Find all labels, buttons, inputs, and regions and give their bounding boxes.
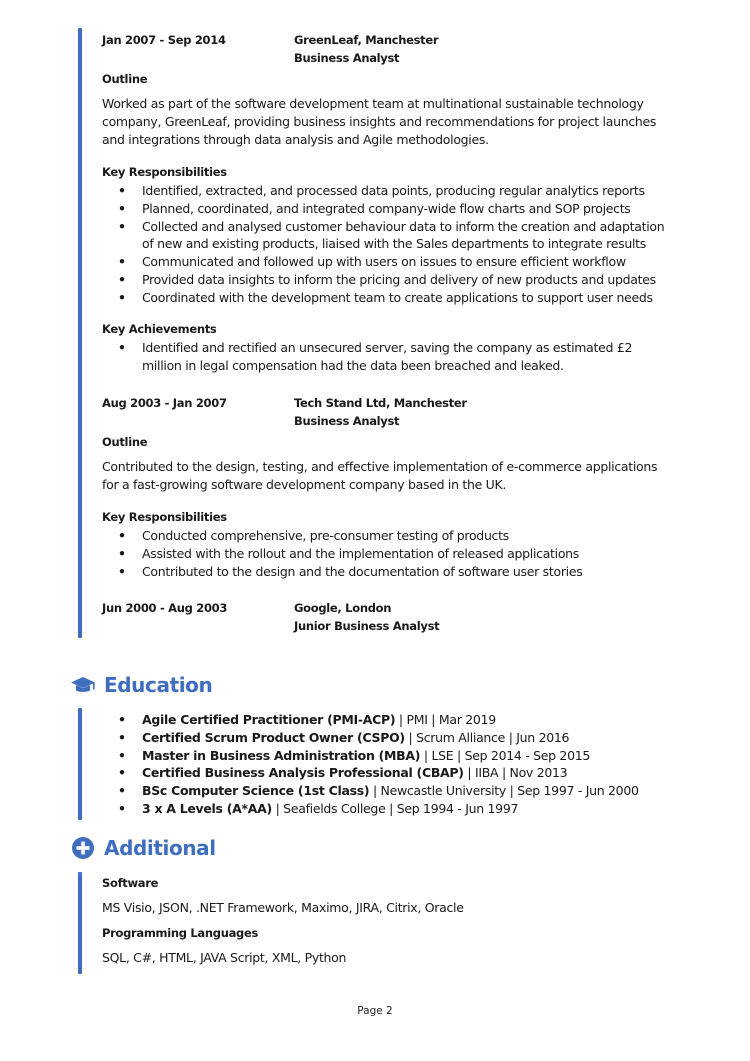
list-item: • Agile Certified Practitioner (PMI-ACP) | PMI | Mar 2019: [118, 712, 496, 727]
software-label: Software: [102, 876, 159, 890]
job-company: Google, London: [294, 601, 392, 615]
list-item: • Planned, coordinated, and integrated company-wide flow charts and SOP projects: [118, 200, 631, 216]
job-dates: Jan 2007 - Sep 2014: [102, 33, 226, 47]
achievements-list: [102, 339, 672, 375]
job-outline: Contributed to the design, testing, and effective implementation of e-commerce applications for a fast-growing software development company based in the UK.: [102, 459, 658, 492]
additional-title: Additional: [104, 836, 216, 860]
job-company: GreenLeaf, Manchester: [294, 33, 439, 47]
plus-circle-icon: [70, 835, 96, 861]
programming-languages-label: Programming Languages: [102, 926, 259, 940]
outline-label: Outline: [102, 435, 148, 449]
education-section-header: [70, 671, 212, 699]
list-item: • Collected and analysed customer behaviour data to inform the creation and adaptation of new and existing products, liaised with the Sales departments to integrate results: [118, 218, 665, 252]
list-item: • BSc Computer Science (1st Class) | Newcastle University | Sep 1997 - Jun 2000: [118, 783, 639, 799]
education-accent-bar: [78, 708, 82, 820]
list-item: • Communicated and followed up with users on issues to ensure efficient workflow: [118, 254, 626, 270]
job-role: Business Analyst: [294, 414, 400, 428]
list-item: • Conducted comprehensive, pre-consumer testing of products: [118, 528, 509, 543]
list-item: • Contributed to the design and the documentation of software user stories: [118, 563, 583, 579]
job-company: Tech Stand Ltd, Manchester: [294, 396, 467, 410]
programming-languages-list: SQL, C#, HTML, JAVA Script, XML, Python: [102, 950, 347, 965]
education-title: Education: [104, 673, 213, 697]
additional-section-header: [70, 834, 216, 862]
graduation-cap-icon: [70, 672, 96, 698]
job-dates: Jun 2000 - Aug 2003: [102, 601, 228, 615]
outline-label: Outline: [102, 72, 148, 86]
list-item: • Assisted with the rollout and the implementation of released applications: [118, 545, 580, 561]
responsibilities-list: [102, 182, 672, 307]
list-item: • Identified and rectified an unsecured server, saving the company as estimated £2 million in legal compensation had the data been breached and leaked.: [118, 340, 633, 373]
list-item: • Provided data insights to inform the pricing and delivery of new products and updates: [118, 271, 656, 287]
list-item: • 3 x A Levels (A*AA) | Seafields College | Sep 1994 - Jun 1997: [118, 800, 519, 816]
job-role: Junior Business Analyst: [294, 619, 440, 633]
page-number: Page 2: [357, 1005, 393, 1017]
list-item: • Coordinated with the development team to create applications to support user needs: [118, 289, 653, 305]
additional-accent-bar: [78, 872, 82, 974]
responsibilities-label: Key Responsibilities: [102, 165, 227, 179]
achievements-label: Key Achievements: [102, 322, 217, 336]
list-item: • Identified, extracted, and processed data points, producing regular analytics reports: [118, 183, 645, 198]
job-outline: Worked as part of the software development team at multinational sustainable technology company, GreenLeaf, providing business insights and recommendations for project launches and integrations through data analysis and Agile methodologies.: [102, 96, 657, 147]
software-list: MS Visio, JSON, .NET Framework, Maximo, JIRA, Citrix, Oracle: [102, 900, 464, 915]
job-dates: Aug 2003 - Jan 2007: [102, 396, 227, 410]
responsibilities-label: Key Responsibilities: [102, 510, 227, 524]
list-item: • Master in Business Administration (MBA) | LSE | Sep 2014 - Sep 2015: [118, 747, 591, 763]
job-role: Business Analyst: [294, 51, 400, 65]
list-item: • Certified Scrum Product Owner (CSPO) | Scrum Alliance | Jun 2016: [118, 729, 570, 745]
list-item: • Certified Business Analysis Professional (CBAP) | IIBA | Nov 2013: [118, 765, 568, 781]
education-list: [102, 711, 672, 818]
responsibilities-list: [102, 527, 672, 580]
experience-accent-bar: [78, 28, 82, 638]
